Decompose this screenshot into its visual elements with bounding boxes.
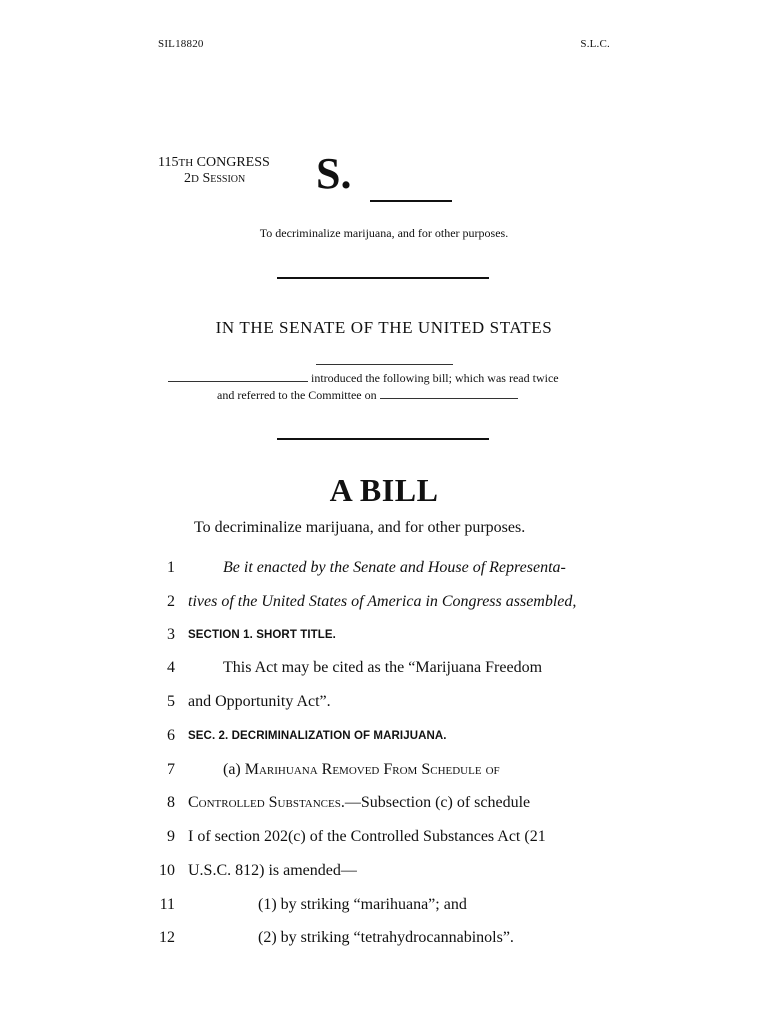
line-number: 2 xyxy=(167,593,175,610)
congress-suffix: TH xyxy=(178,157,194,169)
line-number: 5 xyxy=(167,693,175,710)
session-line xyxy=(158,171,270,187)
line-number: 7 xyxy=(167,761,175,778)
congress-word: CONGRESS xyxy=(196,155,270,170)
line-number: 11 xyxy=(159,896,175,913)
line-number: 8 xyxy=(167,794,175,811)
subsection-heading-line xyxy=(223,761,500,779)
line-number: 4 xyxy=(167,659,175,676)
subsection-label: (a) xyxy=(223,761,245,778)
enacting-clause-line: Be it enacted by the Senate and House of Representa- xyxy=(223,559,566,576)
body-line: This Act may be cited as the “Marijuana Freedom xyxy=(223,659,543,676)
line-number: 3 xyxy=(167,626,175,643)
line-number: 1 xyxy=(167,559,175,576)
body-line: I of section 202(c) of the Controlled Substances Act (21 xyxy=(188,828,546,845)
congress-number: 115 xyxy=(158,155,179,170)
sponsor-blank xyxy=(168,371,308,382)
session-word: Session xyxy=(202,171,246,186)
introduction-line-1 xyxy=(168,371,559,386)
subsection-title: Marihuana Removed From Schedule of xyxy=(244,761,500,778)
body-line xyxy=(188,794,530,812)
divider-rule xyxy=(277,438,489,440)
bill-number-blank xyxy=(370,200,452,202)
bill-title: A BILL xyxy=(329,472,439,508)
short-purpose: To decriminalize marijuana, and for other purposes. xyxy=(259,226,509,240)
line-number: 6 xyxy=(167,727,175,744)
document-id: SIL18820 xyxy=(158,38,204,50)
congress-line xyxy=(158,155,270,171)
enacting-clause-line: tives of the United States of America in Congress assembled, xyxy=(188,593,577,610)
body-line: U.S.C. 812) is amended— xyxy=(188,862,357,879)
bill-purpose: To decriminalize marijuana, and for other purposes. xyxy=(194,519,526,536)
congress-session-block xyxy=(158,155,270,187)
date-blank xyxy=(316,364,453,365)
senate-heading: IN THE SENATE OF THE UNITED STATES xyxy=(215,318,553,337)
bill-number-label: S. xyxy=(316,149,352,198)
line-number: 10 xyxy=(159,862,175,879)
introduction-text-1: introduced the following bill; which was read twice xyxy=(311,371,559,385)
subsection-title: Controlled Substances xyxy=(188,794,341,811)
divider-rule xyxy=(277,277,489,279)
session-number: 2 xyxy=(184,171,191,186)
section-heading: SECTION 1. SHORT TITLE. xyxy=(188,629,336,641)
body-text: .—Subsection (c) of schedule xyxy=(340,794,531,811)
committee-blank xyxy=(380,388,518,399)
paragraph-line: (1) by striking “marihuana”; and xyxy=(258,896,467,913)
introduction-line-2 xyxy=(217,388,518,403)
line-number: 9 xyxy=(167,828,175,845)
line-number: 12 xyxy=(159,929,175,946)
session-suffix: D xyxy=(191,173,199,185)
paragraph-line: (2) by striking “tetrahydrocannabinols”. xyxy=(258,929,514,946)
introduction-text-2: and referred to the Committee on xyxy=(217,388,377,402)
body-line: and Opportunity Act”. xyxy=(188,693,331,710)
section-heading: SEC. 2. DECRIMINALIZATION OF MARIJUANA. xyxy=(188,730,447,742)
document-code: S.L.C. xyxy=(580,38,610,50)
